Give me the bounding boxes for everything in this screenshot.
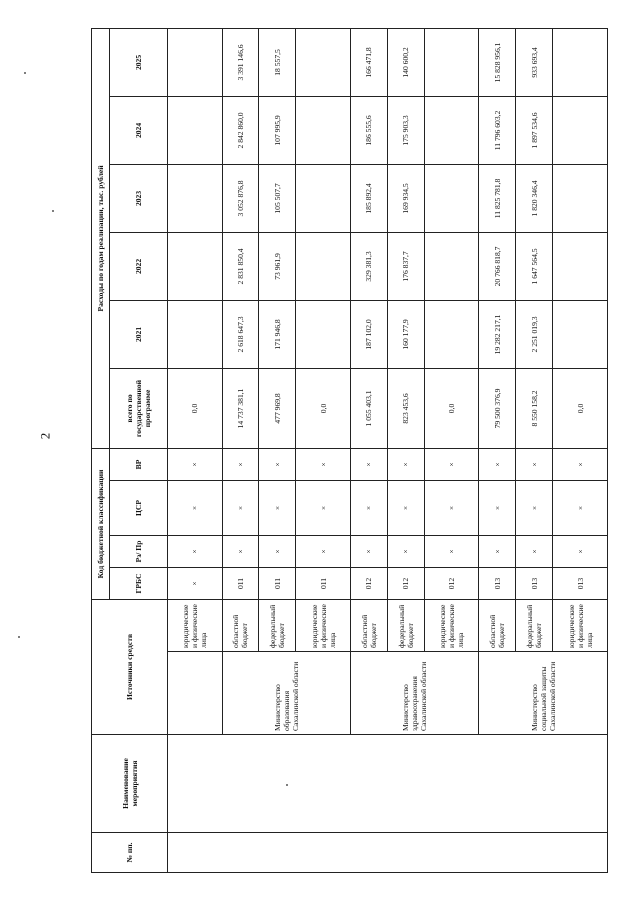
value-2025-cell: 18 557,5 (259, 28, 296, 96)
grbs-cell: × (168, 567, 223, 599)
value-2023-cell: 11 825 781,8 (479, 164, 516, 232)
grbs-cell: 013 (553, 567, 608, 599)
value-2024-cell: 1 897 534,6 (516, 96, 553, 164)
value-2025-cell (296, 28, 351, 96)
source-cell: областной бюджет (222, 599, 259, 651)
grbs-cell: 012 (387, 567, 424, 599)
grbs-cell: 012 (350, 567, 387, 599)
header-rzpr: Рз/ Пр (110, 535, 168, 567)
source-cell: юридические и физические лица (168, 599, 223, 651)
value-2022-cell (296, 232, 351, 300)
value-2025-cell: 15 828 956,1 (479, 28, 516, 96)
value-2021-cell: 187 102,0 (350, 300, 387, 368)
vr-cell: × (479, 448, 516, 480)
org-cell: Министерство образования Сахалинской области (222, 652, 350, 735)
org-cell (168, 652, 223, 735)
value-2021-cell (553, 300, 608, 368)
vr-cell: × (553, 448, 608, 480)
source-cell: областной бюджет (350, 599, 387, 651)
total-cell: 1 055 403,1 (350, 368, 387, 448)
value-2021-cell (296, 300, 351, 368)
rzpr-cell: × (350, 535, 387, 567)
header-total: всего по государственной программе (110, 368, 168, 448)
header-budget-code: Код бюджетной классификации (92, 448, 110, 599)
value-2022-cell: 73 961,9 (259, 232, 296, 300)
value-2024-cell (553, 96, 608, 164)
value-2022-cell: 176 837,7 (387, 232, 424, 300)
value-2024-cell: 186 555,6 (350, 96, 387, 164)
total-cell: 14 737 381,1 (222, 368, 259, 448)
value-2022-cell: 329 381,3 (350, 232, 387, 300)
header-row-no: № пп. (92, 833, 168, 873)
total-cell: 823 453,6 (387, 368, 424, 448)
scan-speck (52, 210, 54, 212)
source-cell: федеральный бюджет (259, 599, 296, 651)
grbs-cell: 013 (479, 567, 516, 599)
csr-cell: × (350, 480, 387, 535)
vr-cell: × (350, 448, 387, 480)
value-2022-cell: 20 766 818,7 (479, 232, 516, 300)
scan-speck (286, 784, 288, 786)
total-cell: 0,0 (296, 368, 351, 448)
grbs-cell: 013 (516, 567, 553, 599)
total-cell: 0,0 (553, 368, 608, 448)
total-cell: 79 500 376,9 (479, 368, 516, 448)
header-year-2025: 2025 (110, 28, 168, 96)
vr-cell: × (168, 448, 223, 480)
value-2021-cell: 160 177,9 (387, 300, 424, 368)
value-2025-cell: 166 471,8 (350, 28, 387, 96)
rzpr-cell: × (259, 535, 296, 567)
header-sources: Источники средств (92, 599, 168, 734)
vr-cell: × (424, 448, 479, 480)
csr-cell: × (296, 480, 351, 535)
grbs-cell: 012 (424, 567, 479, 599)
value-2025-cell (553, 28, 608, 96)
csr-cell: × (222, 480, 259, 535)
value-2021-cell (424, 300, 479, 368)
org-cell: Министерство здравоохранения Сахалинской области (350, 652, 478, 735)
header-csr: ЦСР (110, 480, 168, 535)
total-cell: 0,0 (168, 368, 223, 448)
page-number: 2 (37, 432, 53, 440)
source-cell: федеральный бюджет (387, 599, 424, 651)
value-2025-cell: 140 600,2 (387, 28, 424, 96)
header-year-2021: 2021 (110, 300, 168, 368)
csr-cell: × (479, 480, 516, 535)
value-2021-cell: 171 946,8 (259, 300, 296, 368)
value-2021-cell: 19 282 217,1 (479, 300, 516, 368)
value-2022-cell: 1 647 564,5 (516, 232, 553, 300)
value-2023-cell (296, 164, 351, 232)
source-cell: юридические и физические лица (296, 599, 351, 651)
grbs-cell: 011 (259, 567, 296, 599)
value-2022-cell (168, 232, 223, 300)
value-2023-cell (168, 164, 223, 232)
row-number-cell (168, 833, 608, 873)
rzpr-cell: × (168, 535, 223, 567)
value-2023-cell: 105 507,7 (259, 164, 296, 232)
header-year-2022: 2022 (110, 232, 168, 300)
total-cell: 477 969,8 (259, 368, 296, 448)
value-2024-cell (168, 96, 223, 164)
scan-speck (18, 636, 20, 638)
header-vr: ВР (110, 448, 168, 480)
vr-cell: × (222, 448, 259, 480)
table-row (168, 28, 223, 872)
scan-speck (24, 72, 26, 74)
value-2023-cell (553, 164, 608, 232)
csr-cell: × (516, 480, 553, 535)
csr-cell: × (259, 480, 296, 535)
value-2024-cell: 11 796 603,2 (479, 96, 516, 164)
value-2021-cell: 2 251 019,3 (516, 300, 553, 368)
value-2023-cell (424, 164, 479, 232)
value-2021-cell: 2 618 647,3 (222, 300, 259, 368)
header-expenses: Расходы по годам реализации, тыс. рублей (92, 28, 110, 448)
value-2025-cell: 3 391 146,6 (222, 28, 259, 96)
rotated-table-wrapper (91, 29, 608, 873)
grbs-cell: 011 (296, 567, 351, 599)
source-cell: федеральный бюджет (516, 599, 553, 651)
value-2024-cell: 2 842 860,0 (222, 96, 259, 164)
value-2024-cell (296, 96, 351, 164)
value-2024-cell (424, 96, 479, 164)
total-cell: 8 550 158,2 (516, 368, 553, 448)
rzpr-cell: × (516, 535, 553, 567)
event-name-cell (168, 735, 608, 833)
header-event-name: Наименование мероприятия (92, 735, 168, 833)
value-2022-cell: 2 831 850,4 (222, 232, 259, 300)
header-grbs: ГРБС (110, 567, 168, 599)
rzpr-cell: × (296, 535, 351, 567)
source-cell: юридические и физические лица (424, 599, 479, 651)
rzpr-cell: × (479, 535, 516, 567)
value-2024-cell: 107 995,9 (259, 96, 296, 164)
csr-cell: × (387, 480, 424, 535)
csr-cell: × (553, 480, 608, 535)
value-2025-cell (168, 28, 223, 96)
value-2023-cell: 169 934,5 (387, 164, 424, 232)
value-2023-cell: 185 892,4 (350, 164, 387, 232)
vr-cell: × (259, 448, 296, 480)
value-2023-cell: 3 052 876,8 (222, 164, 259, 232)
value-2023-cell: 1 820 346,4 (516, 164, 553, 232)
rzpr-cell: × (387, 535, 424, 567)
csr-cell: × (168, 480, 223, 535)
grbs-cell: 011 (222, 567, 259, 599)
value-2024-cell: 175 903,3 (387, 96, 424, 164)
source-cell: юридические и физические лица (553, 599, 608, 651)
org-cell: Министерство социальной защиты Сахалинской области (479, 652, 608, 735)
value-2022-cell (553, 232, 608, 300)
header-year-2023: 2023 (110, 164, 168, 232)
source-cell: областной бюджет (479, 599, 516, 651)
value-2025-cell (424, 28, 479, 96)
rzpr-cell: × (222, 535, 259, 567)
vr-cell: × (296, 448, 351, 480)
csr-cell: × (424, 480, 479, 535)
header-year-2024: 2024 (110, 96, 168, 164)
value-2025-cell: 933 693,4 (516, 28, 553, 96)
value-2022-cell (424, 232, 479, 300)
value-2021-cell (168, 300, 223, 368)
vr-cell: × (387, 448, 424, 480)
vr-cell: × (516, 448, 553, 480)
rzpr-cell: × (424, 535, 479, 567)
budget-table (91, 28, 608, 873)
rzpr-cell: × (553, 535, 608, 567)
total-cell: 0,0 (424, 368, 479, 448)
